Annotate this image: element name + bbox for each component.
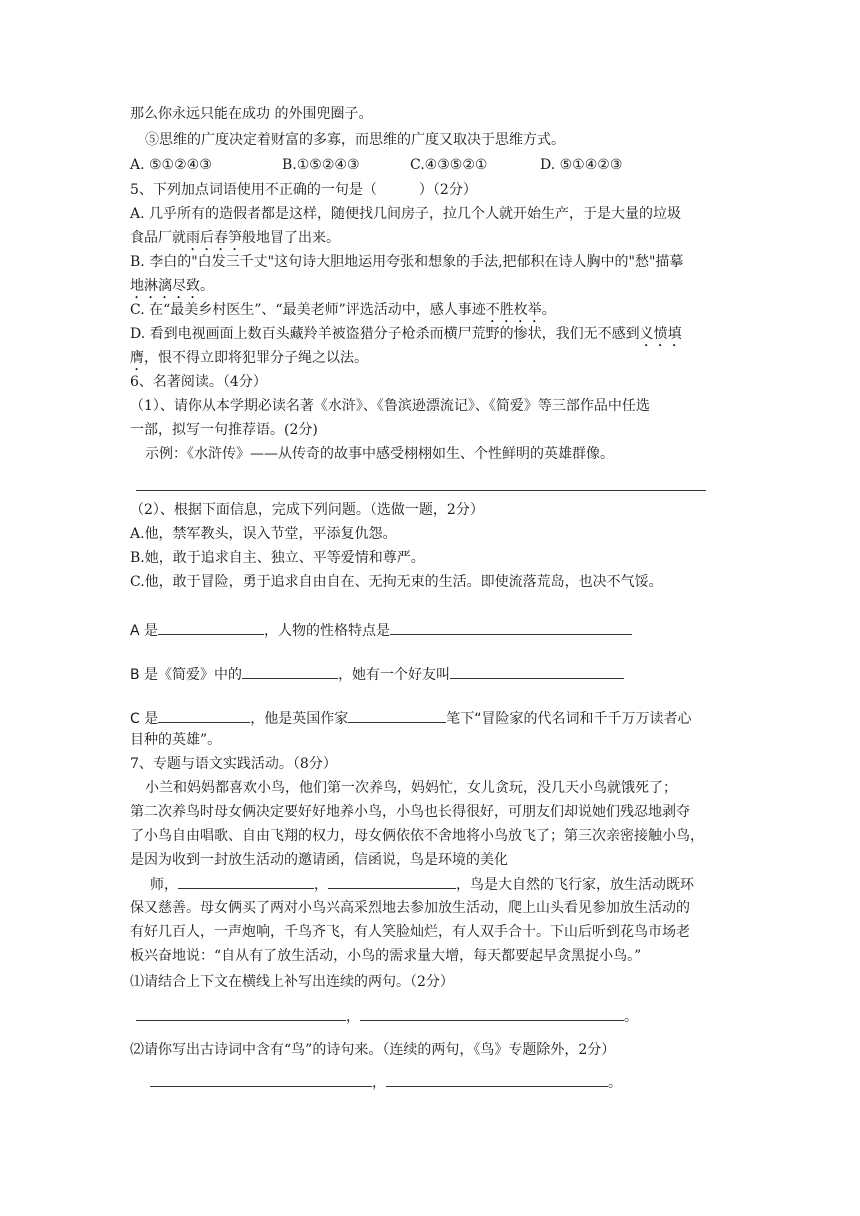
q6-part2: （2）、根据下面信息，完成下列问题。（选做一题，2分） <box>130 502 484 518</box>
emphasized-word: 膺 <box>130 350 144 366</box>
blank[interactable] <box>390 620 632 635</box>
q7-sub2-answer <box>150 1072 760 1093</box>
passage-line: 是因为收到一封放生活动的邀请函，信函说，鸟是环境的美化 <box>130 852 508 868</box>
answer-line[interactable] <box>136 490 706 491</box>
q5-option-a: A. 几乎所有的造假者都是这样，随便找几间房子，拉几个人就开始生产，于是大量的垃圾 <box>130 206 682 222</box>
passage-line: 板兴奋地说：“自从有了放生活动，小鸟的需求量大增，每天都要起早贪黑捉小鸟。” <box>130 948 642 964</box>
option-c: C.④③⑤②① <box>410 157 488 173</box>
emphasized-word: 雨后春笋 <box>186 230 242 246</box>
blank[interactable] <box>136 1006 346 1021</box>
blank[interactable] <box>360 1006 624 1021</box>
option-d: D. ⑤①④②③ <box>540 157 623 173</box>
text: B 是《简爱》中的 <box>130 667 243 683</box>
text: A 是 <box>130 623 159 639</box>
q7-sub1-answer <box>136 1006 746 1027</box>
blank[interactable] <box>158 708 250 723</box>
text: ， <box>372 1075 386 1091</box>
text: 师， <box>150 877 178 893</box>
passage-line: 保又慈善。母女俩买了两对小鸟兴高采烈地去参加放生活动，爬上山头看见参加放生活动的 <box>130 900 690 916</box>
option-a: A. ⑤①②④③ <box>130 157 212 173</box>
text: C. 在“最美乡村医生”、“最美老师”评选活动中，感人事迹 <box>130 302 486 318</box>
text: ，恨不得立即将犯罪分子绳之以法。 <box>144 350 368 366</box>
question-7-stem: 7、专题与语文实践活动。（8分） <box>130 756 337 772</box>
text: 笔下“冒险家的代名词和千千万万读者心 <box>446 711 692 727</box>
blank[interactable] <box>178 874 314 889</box>
passage-line: 有好几百人，一声炮响，千鸟齐飞，有人笑脸灿烂，有人双手合十。下山后听到花鸟市场老 <box>130 924 690 940</box>
blank[interactable] <box>450 664 624 679</box>
text-line: ⑤思维的广度决定着财富的多寡，而思维的广度又取决于思维方式。 <box>145 132 565 148</box>
text: 。 <box>608 1075 622 1091</box>
text: ，人物的性格特点是 <box>264 623 391 639</box>
emphasized-word: 地淋漓尽致 <box>130 278 200 294</box>
q6-example: 示例：《水浒传》——从传奇的故事中感受栩栩如生、个性鲜明的英雄群像。 <box>145 446 614 462</box>
text: 。 <box>541 302 556 318</box>
blank[interactable] <box>150 1072 372 1087</box>
blank[interactable] <box>386 1072 608 1087</box>
text: 。 <box>200 278 214 294</box>
info-b: B.她，敢于追求自主、独立、平等爱情和尊严。 <box>130 550 425 566</box>
fill-row-a <box>130 620 740 641</box>
fill-row-c-cont: 目种的英雄”。 <box>130 732 222 748</box>
text-line: 那么你永远只能在成功 的外围兜圈子。 <box>130 106 373 122</box>
text: ，鸟是大自然的飞行家，放生活动既环 <box>456 877 694 893</box>
blank[interactable] <box>348 708 446 723</box>
text: ， <box>314 877 328 893</box>
emphasized-word: 义愤填 <box>639 326 682 342</box>
text: C 是 <box>130 711 159 727</box>
text: ，她有一个好友叫 <box>338 667 451 683</box>
text: 食品厂就 <box>130 230 186 246</box>
fill-row-c <box>130 708 740 729</box>
blank[interactable] <box>328 874 456 889</box>
q5-option-b-cont <box>130 276 740 302</box>
q7-sub1: ⑴请结合上下文在横线上补写出连续的两句。（2分） <box>130 974 454 990</box>
info-a: A.他，禁军教头，误入节堂，平添复仇怨。 <box>130 526 397 542</box>
text: 。 <box>624 1009 638 1025</box>
passage-line: 小兰和妈妈都喜欢小鸟，他们第一次养鸟，妈妈忙，女儿贪玩，没几天小鸟就饿死了； <box>145 780 677 796</box>
question-6-stem: 6、名著阅读。（4分） <box>130 374 267 390</box>
passage-line: 了小鸟自由唱歌、自由飞翔的权力，母女俩依依不舍地将小鸟放飞了；第三次亲密接触小鸟， <box>130 828 704 844</box>
text: ，他是英国作家 <box>250 711 349 727</box>
q5-option-a-cont <box>130 228 740 254</box>
options-row <box>130 155 740 175</box>
q6-part1: （1）、请你从本学期必读名著《水浒》、《鲁滨逊漂流记》、《简爱》等三部作品中任选 <box>130 398 650 414</box>
text: 般地冒了出来。 <box>242 230 340 246</box>
q7-sub2: ⑵请你写出古诗词中含有“鸟”的诗句来。（连续的两句，《鸟》专题除外，2分） <box>130 1042 616 1058</box>
blank[interactable] <box>242 664 338 679</box>
q5-option-b: B. 李白的"白发三千丈"这句诗大胆地运用夸张和想象的手法,把郁积在诗人胸中的"愁"描摹 <box>130 254 684 270</box>
passage-line: 第二次养鸟时母女俩决定要好好地养小鸟，小鸟也长得很好，可朋友们却说她们残忍地剥夺 <box>130 804 690 820</box>
option-b: B.①⑤②④③ <box>282 157 360 173</box>
text: D. 看到电视画面上数百头藏羚羊被盗猎分子枪杀而横尸荒野的惨状，我们无不感到 <box>130 326 640 342</box>
fill-row-b <box>130 664 740 685</box>
q5-option-c <box>130 300 740 326</box>
info-c: C.他，敢于冒险，勇于追求自由自在、无拘无束的生活。即使流落荒岛，也决不气馁。 <box>130 574 663 590</box>
question-5-stem: 5、下列加点词语使用不正确的一句是（ ）（2分） <box>130 182 477 198</box>
emphasized-word: 不胜枚举 <box>485 302 542 318</box>
blank[interactable] <box>158 620 264 635</box>
passage-line-blanks <box>150 874 760 895</box>
q6-part1-cont: 一部，拟写一句推荐语。(2分) <box>130 422 318 438</box>
q5-option-d <box>130 324 740 350</box>
q5-option-d-cont <box>130 348 740 374</box>
text: ， <box>346 1009 360 1025</box>
